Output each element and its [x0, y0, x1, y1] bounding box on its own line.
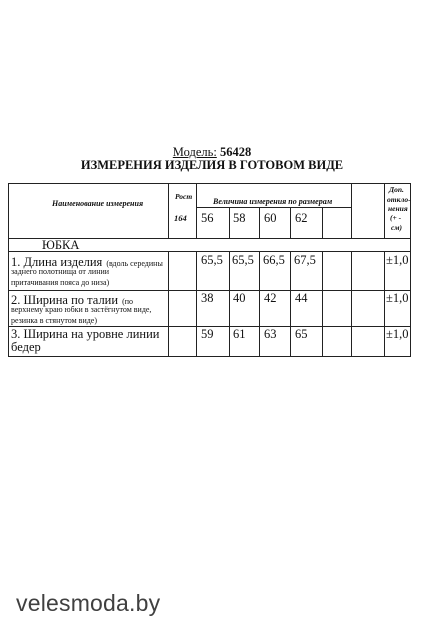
- row-note: резинка в стянутом виде): [11, 316, 98, 325]
- row-tolerance: ±1,0: [386, 291, 409, 305]
- col-header-height: Рост: [175, 192, 193, 201]
- row-value-58: 61: [233, 327, 246, 341]
- page-title: ИЗМЕРЕНИЯ ИЗДЕЛИЯ В ГОТОВОМ ВИДЕ: [80, 158, 344, 172]
- row-note: (по: [122, 297, 134, 306]
- row-value-62: 65: [295, 327, 308, 341]
- row-value-58: 40: [233, 291, 246, 305]
- row-value-56: 59: [201, 327, 214, 341]
- section-label: ЮБКА: [42, 238, 80, 252]
- tolerance-header-line: нения: [388, 204, 408, 213]
- row-tolerance: ±1,0: [386, 253, 409, 267]
- row-title-line2: бедер: [11, 340, 41, 354]
- row-note: заднего полотнища от линии: [11, 267, 110, 276]
- row-title: 2. Ширина по талии: [11, 293, 119, 307]
- height-value: 164: [174, 213, 187, 223]
- row-value-60: 66,5: [263, 253, 285, 267]
- row-note: (вдоль середины: [106, 259, 163, 268]
- tolerance-header-line: откло-: [387, 195, 411, 204]
- row-value-62: 67,5: [294, 253, 316, 267]
- row-value-58: 65,5: [232, 253, 254, 267]
- row-value-56: 38: [201, 291, 214, 305]
- size-58: 58: [233, 211, 246, 225]
- model-label: Модель:: [172, 145, 217, 159]
- row-tolerance: ±1,0: [386, 327, 409, 341]
- row-note: верхнему краю юбки в застёгнутом виде,: [11, 305, 152, 314]
- row-value-60: 63: [264, 327, 277, 341]
- col-header-name: Наименование измерения: [52, 199, 144, 208]
- row-title: 3. Ширина на уровне линии: [11, 327, 160, 341]
- row-value-60: 42: [264, 291, 277, 305]
- row-note: притачивания пояса до низа): [11, 278, 110, 287]
- tolerance-header-line: Доп.: [389, 185, 404, 194]
- size-62: 62: [295, 211, 308, 225]
- col-header-size: Величина измерения по размерам: [213, 197, 333, 206]
- watermark: velesmoda.by: [16, 590, 161, 616]
- size-56: 56: [201, 211, 214, 225]
- model-number: 56428: [219, 145, 252, 159]
- tolerance-header-line: см): [391, 223, 402, 232]
- tolerance-header-line: (+ -: [390, 213, 402, 222]
- row-title: 1. Длина изделия: [11, 255, 103, 269]
- size-60: 60: [264, 211, 277, 225]
- row-value-56: 65,5: [201, 253, 223, 267]
- row-value-62: 44: [295, 291, 308, 305]
